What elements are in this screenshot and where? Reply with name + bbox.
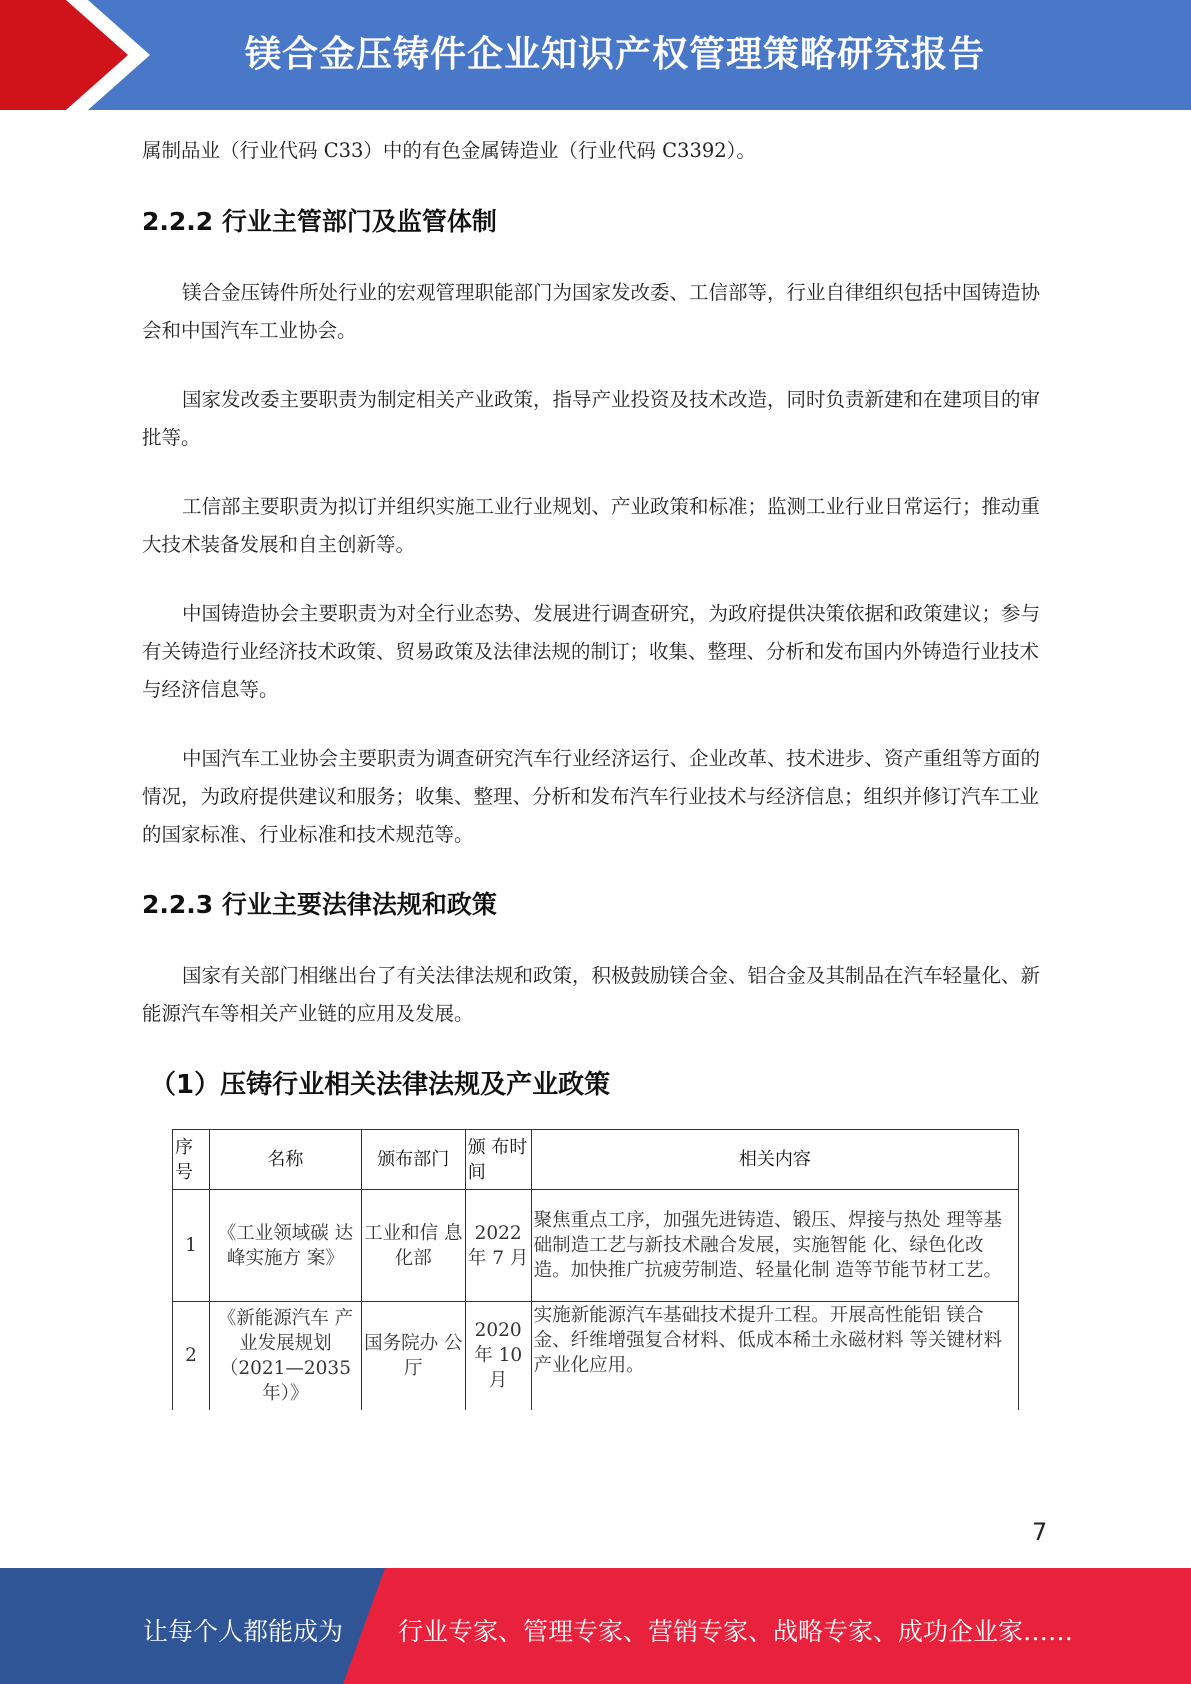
page-number: 7 bbox=[1032, 1518, 1048, 1546]
page-header bbox=[0, 0, 1191, 110]
paragraph-policies: 国家有关部门相继出台了有关法律法规和政策，积极鼓励镁合金、铝合金及其制品在汽车轻量化、新能源汽车等相关产业链的应用及发展。 bbox=[142, 964, 1041, 1025]
cell-dept: 工业和信 息化部 bbox=[361, 1190, 465, 1302]
footer-slogan-left: 让每个人都能成为 bbox=[143, 1617, 344, 1646]
table-header-row bbox=[173, 1130, 1019, 1190]
col-header-name: 名称 bbox=[209, 1130, 361, 1190]
col-header-content: 相关内容 bbox=[531, 1130, 1018, 1190]
cell-content: 实施新能源汽车基础技术提升工程。开展高性能铝 镁合金、纤维增强复合材料、低成本稀土永磁材料 等关键材料产业化应用。 bbox=[531, 1302, 1018, 1410]
paragraph-regulators: 镁合金压铸件所处行业的宏观管理职能部门为国家发改委、工信部等，行业自律组织包括中国铸造协会和中国汽车工业协会。 bbox=[142, 281, 1041, 342]
cell-time: 2020 年 10 月 bbox=[465, 1302, 531, 1410]
cell-content: 聚焦重点工序，加强先进铸造、锻压、焊接与热处 理等基础制造工艺与新技术融合发展，实施智能 化、绿色化改造。加快推广抗疲劳制造、轻量化制 造等节能节材工艺。 bbox=[531, 1190, 1018, 1302]
subsection-heading-1: （1）压铸行业相关法律法规及产业政策 bbox=[150, 1070, 611, 1100]
header-title: 镁合金压铸件企业知识产权管理策略研究报告 bbox=[245, 34, 986, 75]
col-header-dept: 颁布部门 bbox=[361, 1130, 465, 1190]
cell-name: 《新能源汽车 产业发展规划（2021—2035 年）》 bbox=[209, 1302, 361, 1410]
cell-seq: 2 bbox=[173, 1302, 210, 1410]
cell-seq: 1 bbox=[173, 1190, 210, 1302]
cell-dept: 国务院办 公厅 bbox=[361, 1302, 465, 1410]
col-header-time: 颁 布时间 bbox=[465, 1130, 531, 1190]
header-arrow-decoration bbox=[0, 0, 150, 110]
table-row bbox=[173, 1190, 1019, 1302]
col-header-seq: 序号 bbox=[173, 1130, 210, 1190]
page-footer bbox=[0, 1568, 1191, 1684]
paragraph-ndrc: 国家发改委主要职责为制定相关产业政策，指导产业投资及技术改造，同时负责新建和在建项目的审批等。 bbox=[142, 388, 1041, 449]
table-row bbox=[173, 1302, 1019, 1410]
section-heading-2-2-3: 2.2.3 行业主要法律法规和政策 bbox=[142, 890, 497, 919]
paragraph-continued: 属制品业（行业代码 C33）中的有色金属铸造业（行业代码 C3392）。 bbox=[142, 139, 756, 162]
paragraph-miit: 工信部主要职责为拟订并组织实施工业行业规划、产业政策和标准；监测工业行业日常运行；推动重大技术装备发展和自主创新等。 bbox=[142, 495, 1041, 556]
section-heading-2-2-2: 2.2.2 行业主管部门及监管体制 bbox=[142, 207, 497, 236]
paragraph-foundry-association: 中国铸造协会主要职责为对全行业态势、发展进行调查研究，为政府提供决策依据和政策建议；参与有关铸造行业经济技术政策、贸易政策及法律法规的制订；收集、整理、分析和发布国内外铸造行业技术与经济信息等。 bbox=[142, 602, 1041, 701]
cell-name: 《工业领域碳 达峰实施方 案》 bbox=[209, 1190, 361, 1302]
paragraph-auto-association: 中国汽车工业协会主要职责为调查研究汽车行业经济运行、企业改革、技术进步、资产重组等方面的情况，为政府提供建议和服务；收集、整理、分析和发布汽车行业技术与经济信息；组织并修订汽车工业的国家标准、行业标准和技术规范等。 bbox=[142, 747, 1041, 846]
footer-slogan-right: 行业专家、管理专家、营销专家、战略专家、成功企业家…… bbox=[398, 1617, 1074, 1646]
cell-time: 2022 年 7 月 bbox=[465, 1190, 531, 1302]
policy-table bbox=[172, 1129, 1019, 1410]
